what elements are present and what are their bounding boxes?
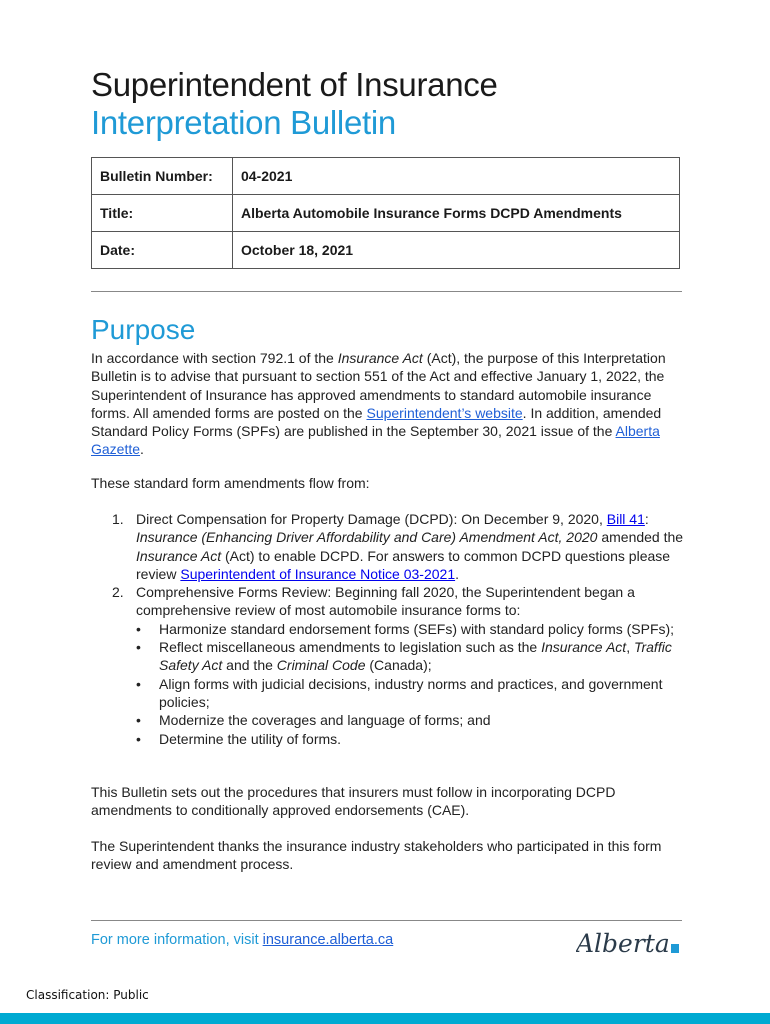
act-name: Insurance Act [541,639,627,656]
purpose-paragraph-3: This Bulletin sets out the procedures that insurers must follow in incorporating DCPD amendments to conditionally approved endorsements (CAE). [91,784,616,819]
bulletin-number-value: 04-2021 [233,158,680,195]
list-item [136,620,687,638]
text-run: (Canada); [365,657,432,674]
list-item [136,675,687,712]
bullet-icon: • [136,620,141,637]
list-item [136,638,687,675]
text-run: and the [222,657,277,674]
bulletin-number-label: Bulletin Number: [92,158,233,195]
text-run: Reflect miscellaneous amendments to legislation such as the [159,639,542,656]
document-subtitle: Interpretation Bulletin [91,104,396,141]
classification-label: Classification: Public [26,988,149,1002]
purpose-paragraph-2: These standard form amendments flow from: [91,475,370,491]
table-row [92,195,680,232]
document-title: Superintendent of Insurance [91,66,498,103]
amendment-sources-list [112,510,687,748]
date-label: Date: [92,232,233,269]
text-run: In accordance with section 792.1 of the [91,350,338,366]
text-run: , [626,639,634,656]
bottom-accent-bar [0,1013,770,1024]
purpose-heading: Purpose [91,314,196,345]
list-number: 2. [112,584,124,601]
bullet-icon: • [136,675,141,692]
alberta-logo-icon [576,921,682,963]
bill-41-link[interactable]: Bill 41 [606,511,645,527]
footer-text: For more information, visit [91,932,263,948]
text-run: Harmonize standard endorsement forms (SEFs) with standard policy forms (SPFs); [159,620,675,637]
text-run: Align forms with judicial decisions, industry norms and practices, and government policies; [159,675,663,710]
act-title: Insurance (Enhancing Driver Affordability and Care) Amendment Act, 2020 [136,529,598,546]
text-run: amended the [597,529,684,546]
text-run: Determine the utility of forms. [159,730,342,747]
table-row [92,232,680,269]
date-value: October 18, 2021 [233,232,680,269]
bullet-icon: • [136,730,141,747]
text-run: Comprehensive Forms Review: Beginning fall 2020, the Superintendent began a comprehensive review of most automobile insurance forms to: [136,584,635,619]
text-run: : [644,511,649,527]
list-item [112,583,687,748]
list-number: 1. [112,511,124,527]
bullet-icon: • [136,712,141,729]
alberta-gazette-link[interactable]: Alberta Gazette [91,423,660,458]
purpose-paragraph-4: The Superintendent thanks the insurance industry stakeholders who participated in this form review and amendment process. [91,838,662,873]
text-run: (Act) to enable DCPD. For answers to common DCPD questions please review [136,547,671,582]
header-divider [91,291,682,292]
list-item [136,711,687,729]
bullet-icon: • [136,639,141,656]
alberta-logo-wordmark: Alberta [576,929,670,958]
table-row [92,158,680,195]
act-name: Insurance Act [136,547,222,564]
review-goals-list [136,620,687,748]
notice-03-2021-link[interactable]: Superintendent of Insurance Notice 03-2021 [180,565,456,582]
text-run: (Act), the purpose of this Interpretation Bulletin is to advise that pursuant to section 551 of the Act and effective January 1, 2022, the Superintendent of Insurance has approved amendments to standard automobile insurance forms. All amended forms are posted on the [91,350,666,421]
text-run: . [455,565,459,582]
purpose-paragraph-1 [91,349,691,459]
act-name: Insurance Act [337,350,423,366]
list-item [136,730,687,748]
footer-more-info [91,932,393,948]
text-run: . In addition, amended Standard Policy Forms (SPFs) are published in the September 30, 2021 issue of the [91,404,662,440]
act-name: Criminal Code [276,657,366,674]
text-run: Modernize the coverages and language of forms; and [159,712,491,729]
title-label: Title: [92,195,233,232]
bulletin-info-table [91,157,680,269]
title-value: Alberta Automobile Insurance Forms DCPD Amendments [233,195,680,232]
superintendent-website-link[interactable]: Superintendent’s website [366,404,523,421]
list-item [112,510,687,583]
insurance-alberta-link[interactable]: insurance.alberta.ca [262,932,394,948]
text-run: Direct Compensation for Property Damage (DCPD): On December 9, 2020, [136,511,607,527]
text-run: . [140,441,144,458]
alberta-logo-mark-icon [671,944,679,953]
act-name: Traffic Safety Act [159,639,672,674]
